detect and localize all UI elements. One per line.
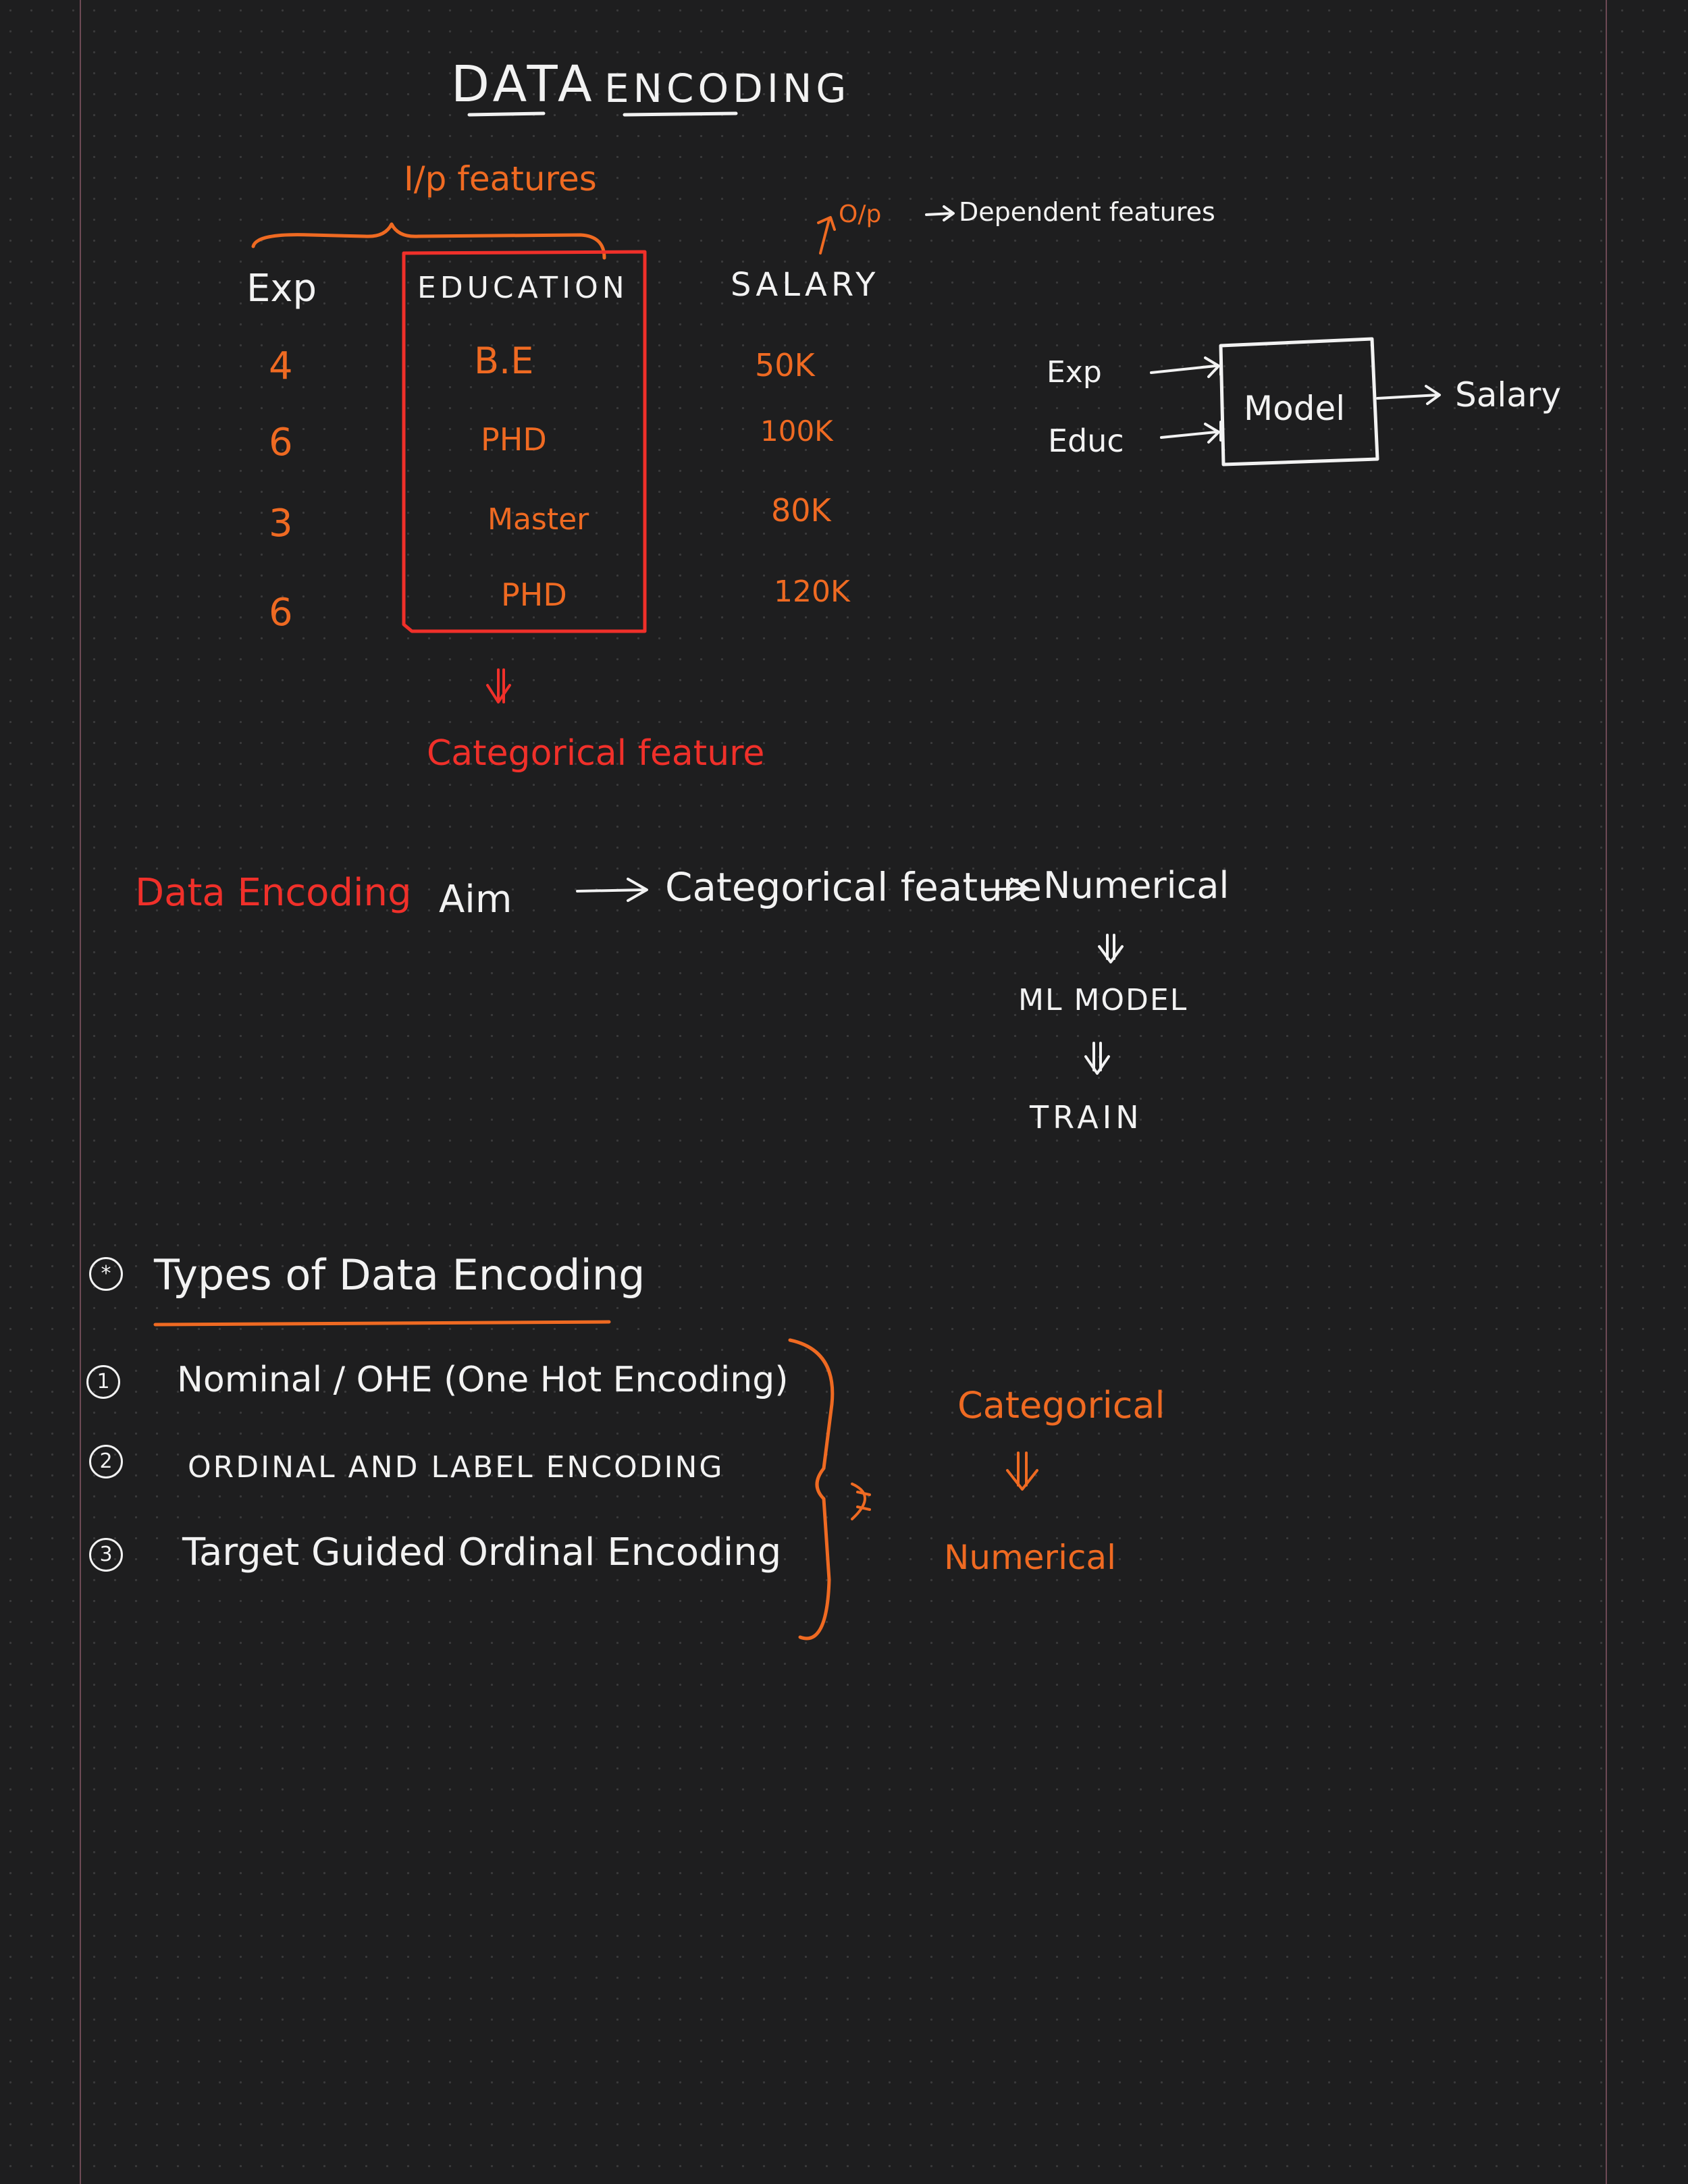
row-1-exp: 4 [269,344,293,388]
model-output-arrow [1377,386,1440,404]
item-2-text: ORDINAL AND LABEL ENCODING [188,1450,724,1485]
dependent-arrow [926,207,953,220]
input-features-label: I/p features [404,159,597,198]
result-categorical: Categorical [957,1384,1165,1427]
page-title-word-2: ENCODING [604,65,851,111]
title-underline-2 [625,113,736,115]
aim-train: TRAIN [1030,1099,1143,1136]
row-1-education: B.E [474,340,534,382]
model-input-educ: Educ [1048,423,1124,459]
aim-down-arrow-2 [1086,1043,1109,1073]
categorical-feature-label: Categorical feature [427,733,765,774]
aim-arrow-1 [577,879,647,901]
model-input-exp: Exp [1047,355,1102,390]
row-3-salary: 80K [771,492,831,529]
categorical-down-arrow [487,670,510,702]
types-heading: Types of Data Encoding [154,1250,645,1300]
title-underline-1 [469,113,544,115]
model-input-arrow-2 [1161,422,1221,442]
data-encoding-label: Data Encoding [135,871,412,915]
types-heading-underline [155,1322,609,1325]
item-2-number: 2 [89,1445,123,1479]
model-input-arrow-1 [1151,356,1221,377]
row-2-exp: 6 [269,421,293,464]
item-1-text: Nominal / OHE (One Hot Encoding) [177,1360,789,1400]
row-4-education: PHD [501,577,567,613]
aim-numerical: Numerical [1043,864,1230,907]
result-down-arrow [1007,1453,1037,1489]
row-3-education: Master [487,502,589,537]
result-numerical: Numerical [944,1538,1117,1577]
model-output-salary: Salary [1455,375,1562,415]
row-2-salary: 100K [760,415,833,448]
row-4-exp: 6 [269,591,293,635]
aim-ml-model: ML MODEL [1018,983,1188,1017]
aim-label: Aim [439,878,512,922]
row-1-salary: 50K [755,347,815,383]
types-bullet: * [89,1257,123,1291]
row-3-exp: 3 [269,502,293,545]
item-1-number: 1 [86,1365,120,1399]
header-exp: Exp [246,267,317,311]
row-4-salary: 120K [774,575,850,609]
aim-down-arrow-1 [1099,935,1122,962]
header-salary: SALARY [731,266,880,304]
aim-categorical-feature: Categorical feature [665,864,1043,910]
implies-arrow [852,1484,870,1519]
item-3-number: 3 [89,1538,123,1572]
output-tag: O/p [839,201,882,228]
row-2-education: PHD [481,421,547,458]
types-brace [790,1340,833,1639]
page-title-word-1: DATA [451,55,596,113]
model-box-label: Model [1244,389,1346,428]
item-3-text: Target Guided Ordinal Encoding [182,1530,782,1574]
header-education: EDUCATION [417,271,629,305]
dependent-features-label: Dependent features [959,197,1215,227]
output-arrow [818,217,835,253]
